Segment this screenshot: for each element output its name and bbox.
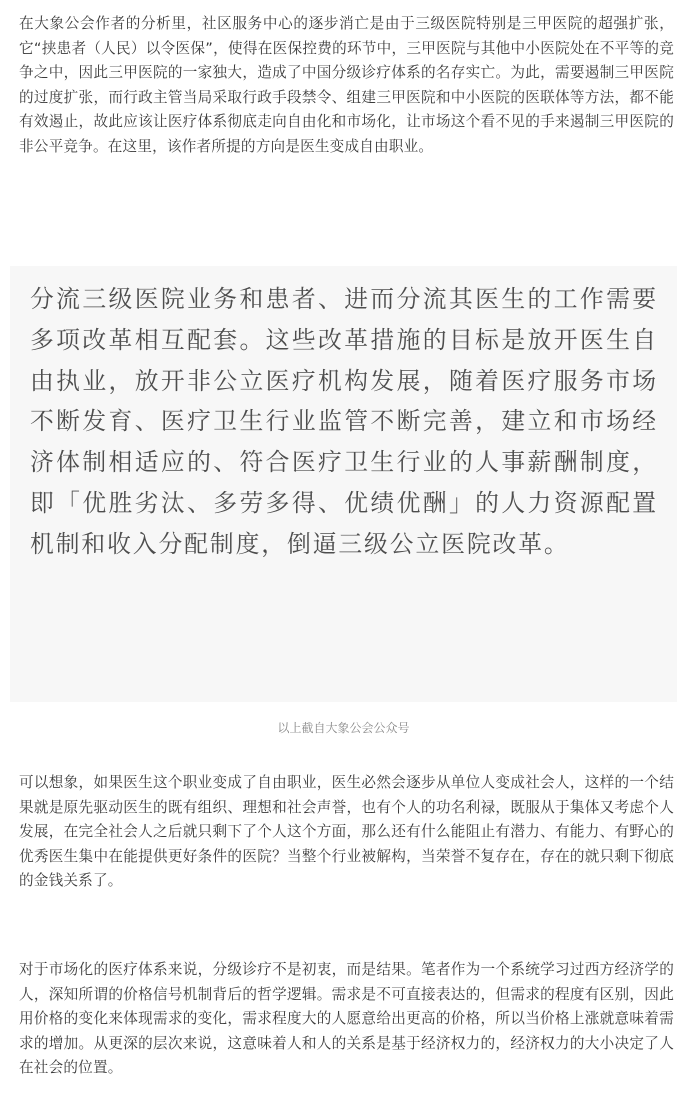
quoted-screenshot-text: 分流三级医院业务和患者、进而分流其医生的工作需要多项改革相互配套。这些改革措施的目标是放开医生自由执业，放开非公立医疗机构发展，随着医疗服务市场不断发育、医疗卫生行业监管不断完善，建立和市场经济体制相适应的、符合医疗卫生行业的人事薪酬制度，即「优胜劣汰、多劳多得、优绩优酬」的人力资源配置机制和收入分配制度，倒逼三级公立医院改革。 <box>30 285 658 558</box>
image-caption: 以上截自大象公会公众号 <box>277 721 410 735</box>
article-paragraph-1: 在大象公会作者的分析里，社区服务中心的逐步消亡是由于三级医院特别是三甲医院的超强扩张，它“挟患者（人民）以令医保”，使得在医保控费的环节中，三甲医院与其他中小医院处在不平等的竞争之中，因此三甲医院的一家独大，造成了中国分级诊疗体系的名存实亡。为此，需要遏制三甲医院的过度扩张，而行政主管当局采取行政手段禁令、组建三甲医院和中小医院的医联体等方法，都不能有效遏止，故此应该让医疗体系彻底走向自由化和市场化，让市场这个看不见的手来遏制三甲医院的非公平竞争。在这里，该作者所提的方向是医生变成自由职业。 <box>19 15 674 155</box>
quoted-screenshot-image <box>10 266 677 702</box>
article-paragraph-2: 可以想象，如果医生这个职业变成了自由职业，医生必然会逐步从单位人变成社会人，这样的一个结果就是原先驱动医生的既有组织、理想和社会声誉，也有个人的功名利禄，既服从于集体又考虑个人发展，在完全社会人之后就只剩下了个人这个方面，那么还有什么能阻止有潜力、有能力、有野心的优秀医生集中在能提供更好条件的医院？当整个行业被解构，当荣誉不复存在，存在的就只剩下彻底的金钱关系了。 <box>19 774 674 889</box>
article-paragraph-3: 对于市场化的医疗体系来说，分级诊疗不是初衷，而是结果。笔者作为一个系统学习过西方经济学的人，深知所谓的价格信号机制背后的哲学逻辑。需求是不可直接表达的，但需求的程度有区别，因此用价格的变化来体现需求的变化，需求程度大的人愿意给出更高的价格，所以当价格上涨就意味着需求的增加。从更深的层次来说，这意味着人和人的关系是基于经济权力的，经济权力的大小决定了人在社会的位置。 <box>19 961 674 1076</box>
